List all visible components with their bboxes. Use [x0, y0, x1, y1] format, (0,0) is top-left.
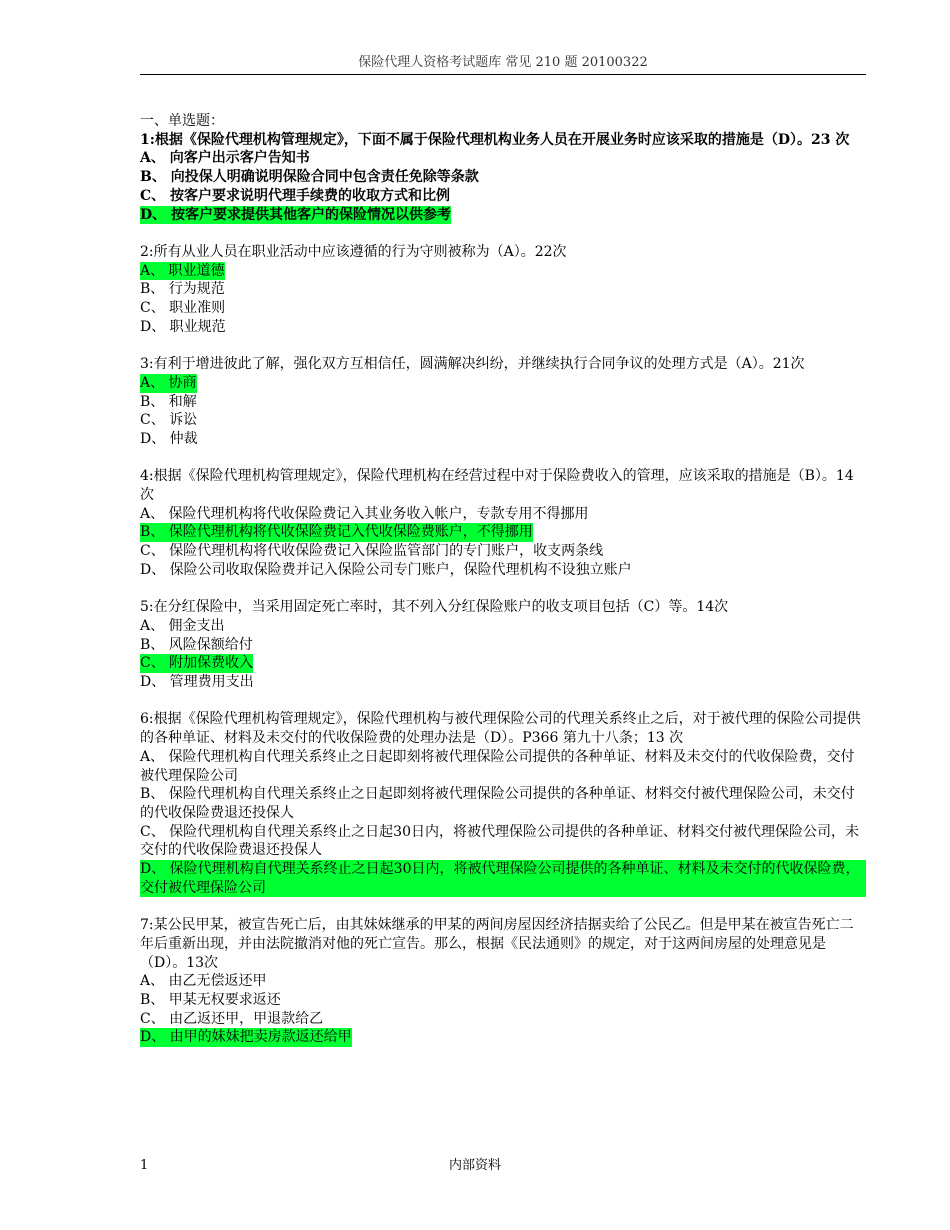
question-5 — [140, 598, 866, 692]
question-6 — [140, 710, 866, 897]
answer-option-correct: D、 按客户要求提供其他客户的保险情况以供参考 — [140, 206, 452, 223]
question-1 — [140, 131, 866, 225]
question-stem: 4:根据《保险代理机构管理规定》，保险代理机构在经营过程中对于保险费收入的管理，应该采取的措施是（B）。14次 — [140, 468, 854, 504]
answer-option: C、 按客户要求说明代理手续费的收取方式和比例 — [140, 187, 451, 204]
answer-option: B、 行为规范 — [140, 281, 225, 298]
answer-option: A、 保险代理机构自代理关系终止之日起即刻将被代理保险公司提供的各种单证、材料及未交付的代收保险费，交付被代理保险公司 — [140, 748, 855, 784]
question-stem: 7:某公民甲某，被宣告死亡后，由其妹妹继承的甲某的两间房屋因经济拮据卖给了公民乙。但是甲某在被宣告死亡二年后重新出现，并由法院撤消对他的死亡宣告。那么，根据《民法通则》的规定，对于这两间房屋的处理意见是（D）。13次 — [140, 917, 854, 971]
answer-option: C、 保险代理机构将代收保险费记入保险监管部门的专门账户，收支两条线 — [140, 543, 604, 560]
page-number: 1 — [140, 1158, 149, 1173]
answer-option: B、 向投保人明确说明保险合同中包含责任免除等条款 — [140, 169, 479, 186]
answer-option: B、 保险代理机构自代理关系终止之日起即刻将被代理保险公司提供的各种单证、材料交付被代理保险公司，未交付的代收保险费退还投保人 — [140, 786, 855, 821]
question-4 — [140, 467, 866, 579]
question-2 — [140, 243, 866, 337]
question-7 — [140, 916, 866, 1047]
answer-option: D、 管理费用支出 — [140, 674, 254, 691]
section-title: 一、单选题： — [140, 113, 224, 129]
footer-note: 内部资料 — [448, 1158, 501, 1173]
question-stem: 3:有利于增进彼此了解，强化双方互相信任，圆满解决纠纷，并继续执行合同争议的处理方式是（A）。21次 — [140, 356, 805, 373]
question-stem: 2:所有从业人员在职业活动中应该遵循的行为守则被称为（A）。22次 — [140, 243, 567, 260]
answer-option: B、 甲某无权要求返还 — [140, 991, 281, 1008]
answer-option-correct: D、 由甲的妹妹把卖房款返还给甲 — [140, 1029, 352, 1046]
document-body — [140, 112, 866, 1066]
question-stem: 6:根据《保险代理机构管理规定》，保险代理机构与被代理保险公司的代理关系终止之后，对于被代理的保险公司提供的各种单证、材料及未交付的代收保险费的处理办法是（D）。P366 第九十八条；13 次 — [140, 711, 861, 747]
answer-option-correct: B、 保险代理机构将代收保险费记入代收保险费账户，不得挪用 — [140, 524, 533, 541]
answer-option: D、 职业规范 — [140, 318, 226, 335]
question-stem: 5:在分红保险中，当采用固定死亡率时，其不列入分红保险账户的收支项目包括（C）等。14次 — [140, 599, 729, 616]
header-divider — [140, 74, 866, 75]
answer-option: C、 由乙返还甲，甲退款给乙 — [140, 1010, 324, 1027]
answer-option: A、 佣金支出 — [140, 617, 225, 634]
answer-option-correct: A、 职业道德 — [140, 262, 225, 279]
answer-option: A、 向客户出示客户告知书 — [140, 150, 310, 167]
answer-option: D、 仲裁 — [140, 430, 198, 447]
answer-option: A、 保险代理机构将代收保险费记入其业务收入帐户，专款专用不得挪用 — [140, 505, 589, 522]
question-3 — [140, 355, 866, 449]
question-stem: 1:根据《保险代理机构管理规定》，下面不属于保险代理机构业务人员在开展业务时应该采取的措施是（D）。23 次 — [140, 131, 850, 148]
answer-option: D、 保险公司收取保险费并记入保险公司专门账户，保险代理机构不设独立账户 — [140, 561, 632, 578]
answer-option: C、 职业准则 — [140, 300, 226, 317]
answer-option: B、 风险保额给付 — [140, 636, 253, 653]
question-list — [140, 131, 866, 1047]
answer-option-correct: A、 协商 — [140, 374, 197, 391]
answer-option: C、 诉讼 — [140, 412, 198, 429]
answer-option-correct: D、 保险代理机构自代理关系终止之日起30日内，将被代理保险公司提供的各种单证、材料及未交付的代收保险费，交付被代理保险公司 — [140, 860, 866, 897]
answer-option: A、 由乙无偿返还甲 — [140, 973, 267, 990]
page-header: 保险代理人资格考试题库 常见 210 题 20100322 — [358, 55, 648, 70]
answer-option: C、 保险代理机构自代理关系终止之日起30日内，将被代理保险公司提供的各种单证、材料交付被代理保险公司，未交付的代收保险费退还投保人 — [140, 823, 859, 859]
answer-option-correct: C、 附加保费收入 — [140, 655, 254, 672]
answer-option: B、 和解 — [140, 393, 197, 410]
